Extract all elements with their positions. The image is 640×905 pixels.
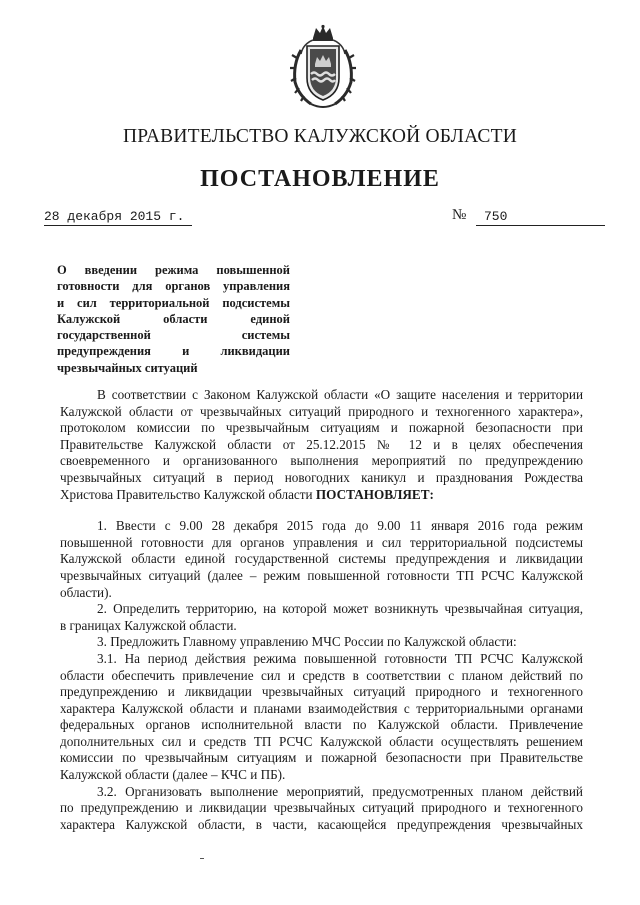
document-type: ПОСТАНОВЛЕНИЕ	[200, 166, 440, 192]
document-number: 750	[476, 209, 605, 226]
kaluga-coat-of-arms-icon	[289, 24, 357, 110]
preamble-line	[60, 487, 583, 504]
subject-line: Калужской области единой	[57, 311, 290, 326]
item-1-line: чрезвычайных ситуаций (далее – режим повышенной готовности ТП РСЧС Калужской	[60, 567, 583, 583]
subject-line: готовности для органов управления	[57, 279, 290, 294]
item-3-2-line: по предупреждению и ликвидации чрезвычайных ситуаций природного и техногенного	[60, 800, 583, 816]
subject-line: предупреждения и ликвидации	[57, 344, 290, 359]
item-3-1-line: предупреждению и ликвидации чрезвычайных ситуаций природного и техногенного	[60, 684, 583, 700]
number-sign: №	[452, 207, 467, 223]
subject-line: О введении режима повышенной	[57, 263, 290, 277]
item-1-line: повышенной готовности для органов управления и сил территориальной подсистемы	[60, 534, 583, 550]
document-subject	[57, 262, 290, 376]
preamble-line: Калужской области от чрезвычайных ситуаций природного и техногенного характера»,	[60, 403, 583, 419]
document-date: 28 декабря 2015 г.	[44, 209, 192, 226]
item-3-1-line: комиссии по чрезвычайным ситуациям и пожарной безопасности при Правительстве	[60, 750, 583, 766]
item-3-2-line: характера Калужской области, в части, касающейся предупреждения чрезвычайных	[60, 816, 583, 832]
item-3-1-line: характера Калужской области и планами взаимодействия с территориальными органами	[60, 700, 583, 716]
preamble-line: своевременного и организованного выполнения мероприятий по предупреждению	[60, 453, 583, 469]
preamble-line: чрезвычайных ситуаций в период новогодних каникул и празднования Рождества	[60, 469, 583, 485]
item-3-1-line: дополнительных сил и средств ТП РСЧС Калужской области осуществлять решением	[60, 733, 583, 749]
preamble-last-text: Христова Правительство Калужской области	[60, 486, 316, 502]
item-1-line: 1. Ввести с 9.00 28 декабря 2015 года до 9.00 11 января 2016 года режим	[97, 518, 583, 534]
subject-line: государственной системы	[57, 328, 290, 343]
preamble-line: Правительстве Калужской области от 25.12.2015 № 12 и в целях обеспечения	[60, 436, 583, 452]
item-3-line: 3. Предложить Главному управлению МЧС России по Калужской области:	[97, 634, 517, 650]
item-1-line: области).	[60, 584, 112, 600]
item-3-1-line: 3.1. На период действия режима повышенной готовности ТП РСЧС Калужской	[97, 650, 583, 666]
item-3-1-line: федеральных органов исполнительной власти по Калужской области. Привлечение	[60, 717, 583, 733]
decree-colon: :	[429, 486, 434, 502]
decree-word: ПОСТАНОВЛЯЕТ	[315, 486, 430, 502]
item-2-line: 2. Определить территорию, на которой может возникнуть чрезвычайная ситуация,	[97, 601, 583, 617]
item-3-1-line: Калужской области (далее – КЧС и ПБ).	[60, 767, 286, 783]
government-title: ПРАВИТЕЛЬСТВО КАЛУЖСКОЙ ОБЛАСТИ	[123, 126, 517, 147]
subject-line: чрезвычайных ситуаций	[57, 360, 198, 375]
item-1-line: Калужской области единой государственной системы предупреждения и ликвидации	[60, 551, 583, 567]
scan-speck	[200, 858, 204, 859]
subject-line: и сил территориальной подсистемы	[57, 295, 290, 310]
item-3-1-line: области обеспечить привлечение сил и средств в соответствии с планом действий по	[60, 667, 583, 683]
document-body	[60, 387, 583, 833]
preamble-line: протоколом комиссии по чрезвычайным ситуациям и пожарной безопасности при	[60, 420, 583, 436]
item-3-2-line: 3.2. Организовать выполнение мероприятий, предусмотренных планом действий	[97, 783, 583, 799]
preamble-line: В соответствии с Законом Калужской области «О защите населения и территории	[97, 387, 583, 402]
item-2-line: в границах Калужской области.	[60, 617, 237, 633]
